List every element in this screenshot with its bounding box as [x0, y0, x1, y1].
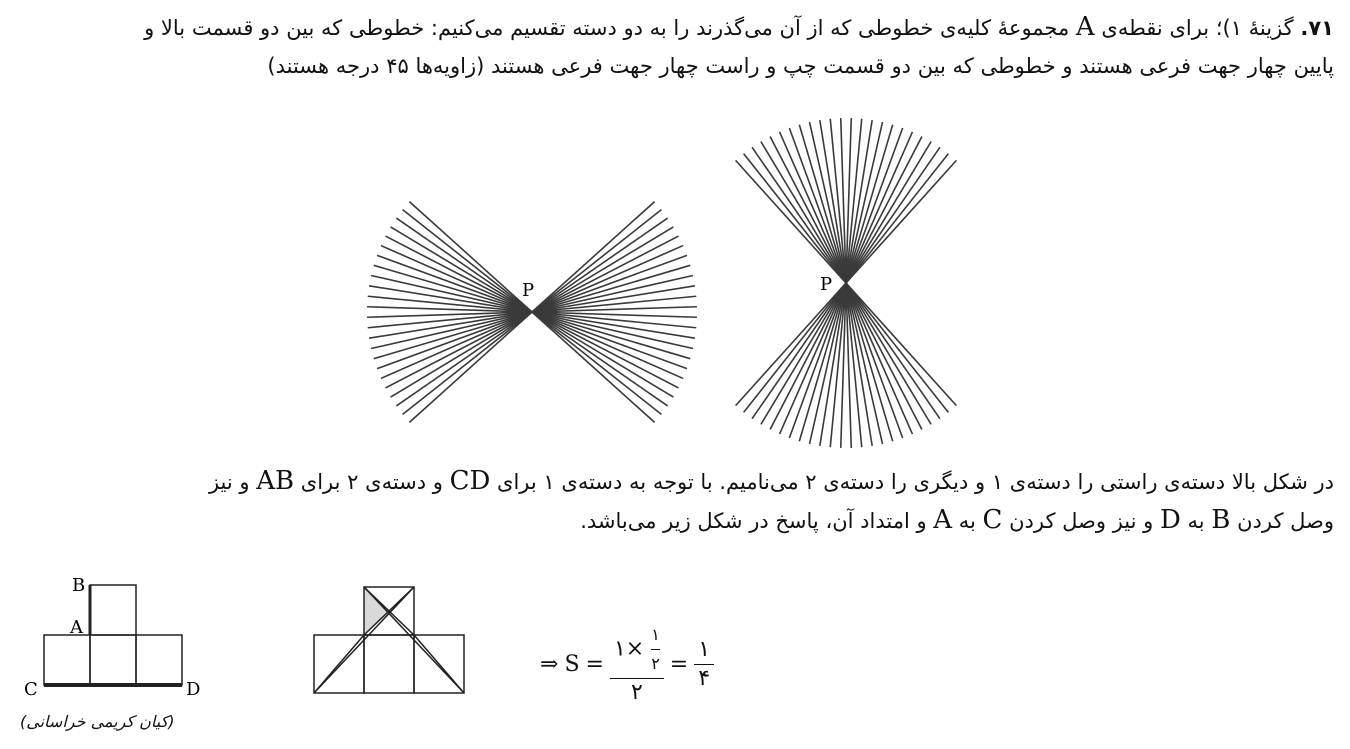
explanation-line-1: در شکل بالا دسته‌ی راستی را دسته‌ی ۱ و دیگری را دسته‌ی ۲ می‌نامیم. با توجه به دسته‌ی ۱ برای CD و دسته‌ی ۲ برای AB و نیز — [208, 466, 1334, 496]
area-formula: ⇒ S = ۱× $\frac{۱}{۲}$ ۲ = $\frac{۱}{۴}$ — [540, 624, 714, 704]
author-credit: (کیان کریمی خراسانی) — [20, 712, 175, 731]
fan-line — [377, 312, 532, 369]
fan-line — [846, 283, 903, 438]
fan-line — [377, 255, 535, 312]
fan-line — [391, 227, 535, 312]
implies-arrow: ⇒ — [540, 651, 559, 677]
question-text — [16, 8, 1334, 85]
fan-line — [396, 218, 535, 312]
fan-line — [789, 283, 846, 438]
fan-line — [752, 283, 846, 419]
fan-line — [846, 147, 940, 283]
fan-line — [381, 312, 532, 378]
fan-line — [789, 128, 846, 283]
fan-line — [391, 312, 532, 397]
fan-line — [780, 132, 846, 283]
fan-line — [846, 283, 940, 419]
formula-lhs: S — [564, 651, 580, 677]
fan-horizontal — [367, 202, 697, 423]
fan-line — [396, 312, 532, 406]
top-square — [90, 585, 136, 635]
explanation-line-2: وصل کردن B به D و نیز وصل کردن C به A و امتداد آن، پاسخ در شکل زیر می‌باشد. — [580, 505, 1334, 535]
fan-line — [752, 147, 846, 283]
fan-line — [846, 283, 912, 434]
label-c: C — [24, 679, 38, 700]
bottom-square-3 — [136, 635, 182, 685]
fan-line — [532, 227, 673, 312]
point-a: A — [1075, 12, 1095, 42]
fan-line — [846, 128, 903, 283]
fan-line — [532, 246, 683, 312]
fan-line — [761, 283, 846, 424]
fan-line — [846, 142, 931, 283]
fan-line — [761, 142, 846, 283]
label-a: A — [70, 617, 83, 638]
triangles-figure — [300, 575, 480, 705]
question-line-1: ۷۱. گزینهٔ ۱)؛ برای نقطه‌ی A مجموعهٔ کلیه‌ی خطوطی که از آن می‌گذرند را به دو دسته تقسیم می‌کنیم: خطوطی که بین دو قسمت بالا و — [144, 12, 1334, 42]
bottom-square-1 — [44, 635, 90, 685]
fan-line — [780, 283, 846, 434]
fan-line — [381, 246, 535, 312]
point-p-right: P — [820, 274, 833, 295]
result-fraction: $\frac{۱}{۴}$ — [694, 636, 714, 693]
fan-vertical — [736, 118, 957, 448]
fan-line — [532, 312, 687, 369]
fan-line — [532, 312, 683, 378]
question-number: ۷۱. — [1300, 16, 1334, 40]
line-fans-figure — [0, 100, 1350, 460]
question-line-2: پایین چهار جهت فرعی هستند و خطوطی که بین دو قسمت چپ و راست چهار جهت فرعی هستند (زاویه‌ها ۴۵ درجه هستند) — [267, 54, 1334, 78]
point-p-left: P — [522, 280, 535, 301]
fan-line — [846, 132, 912, 283]
label-b: B — [72, 575, 86, 596]
bottom-square-2 — [90, 635, 136, 685]
explanation-text — [16, 462, 1334, 540]
main-fraction: ۱× $\frac{۱}{۲}$ ۲ — [610, 621, 664, 707]
label-d: D — [186, 679, 201, 700]
fan-line — [532, 312, 668, 406]
fan-line — [532, 218, 668, 312]
fan-line — [846, 283, 931, 424]
fan-line — [532, 312, 673, 397]
fan-line — [532, 255, 687, 312]
grid-figure — [20, 575, 220, 705]
